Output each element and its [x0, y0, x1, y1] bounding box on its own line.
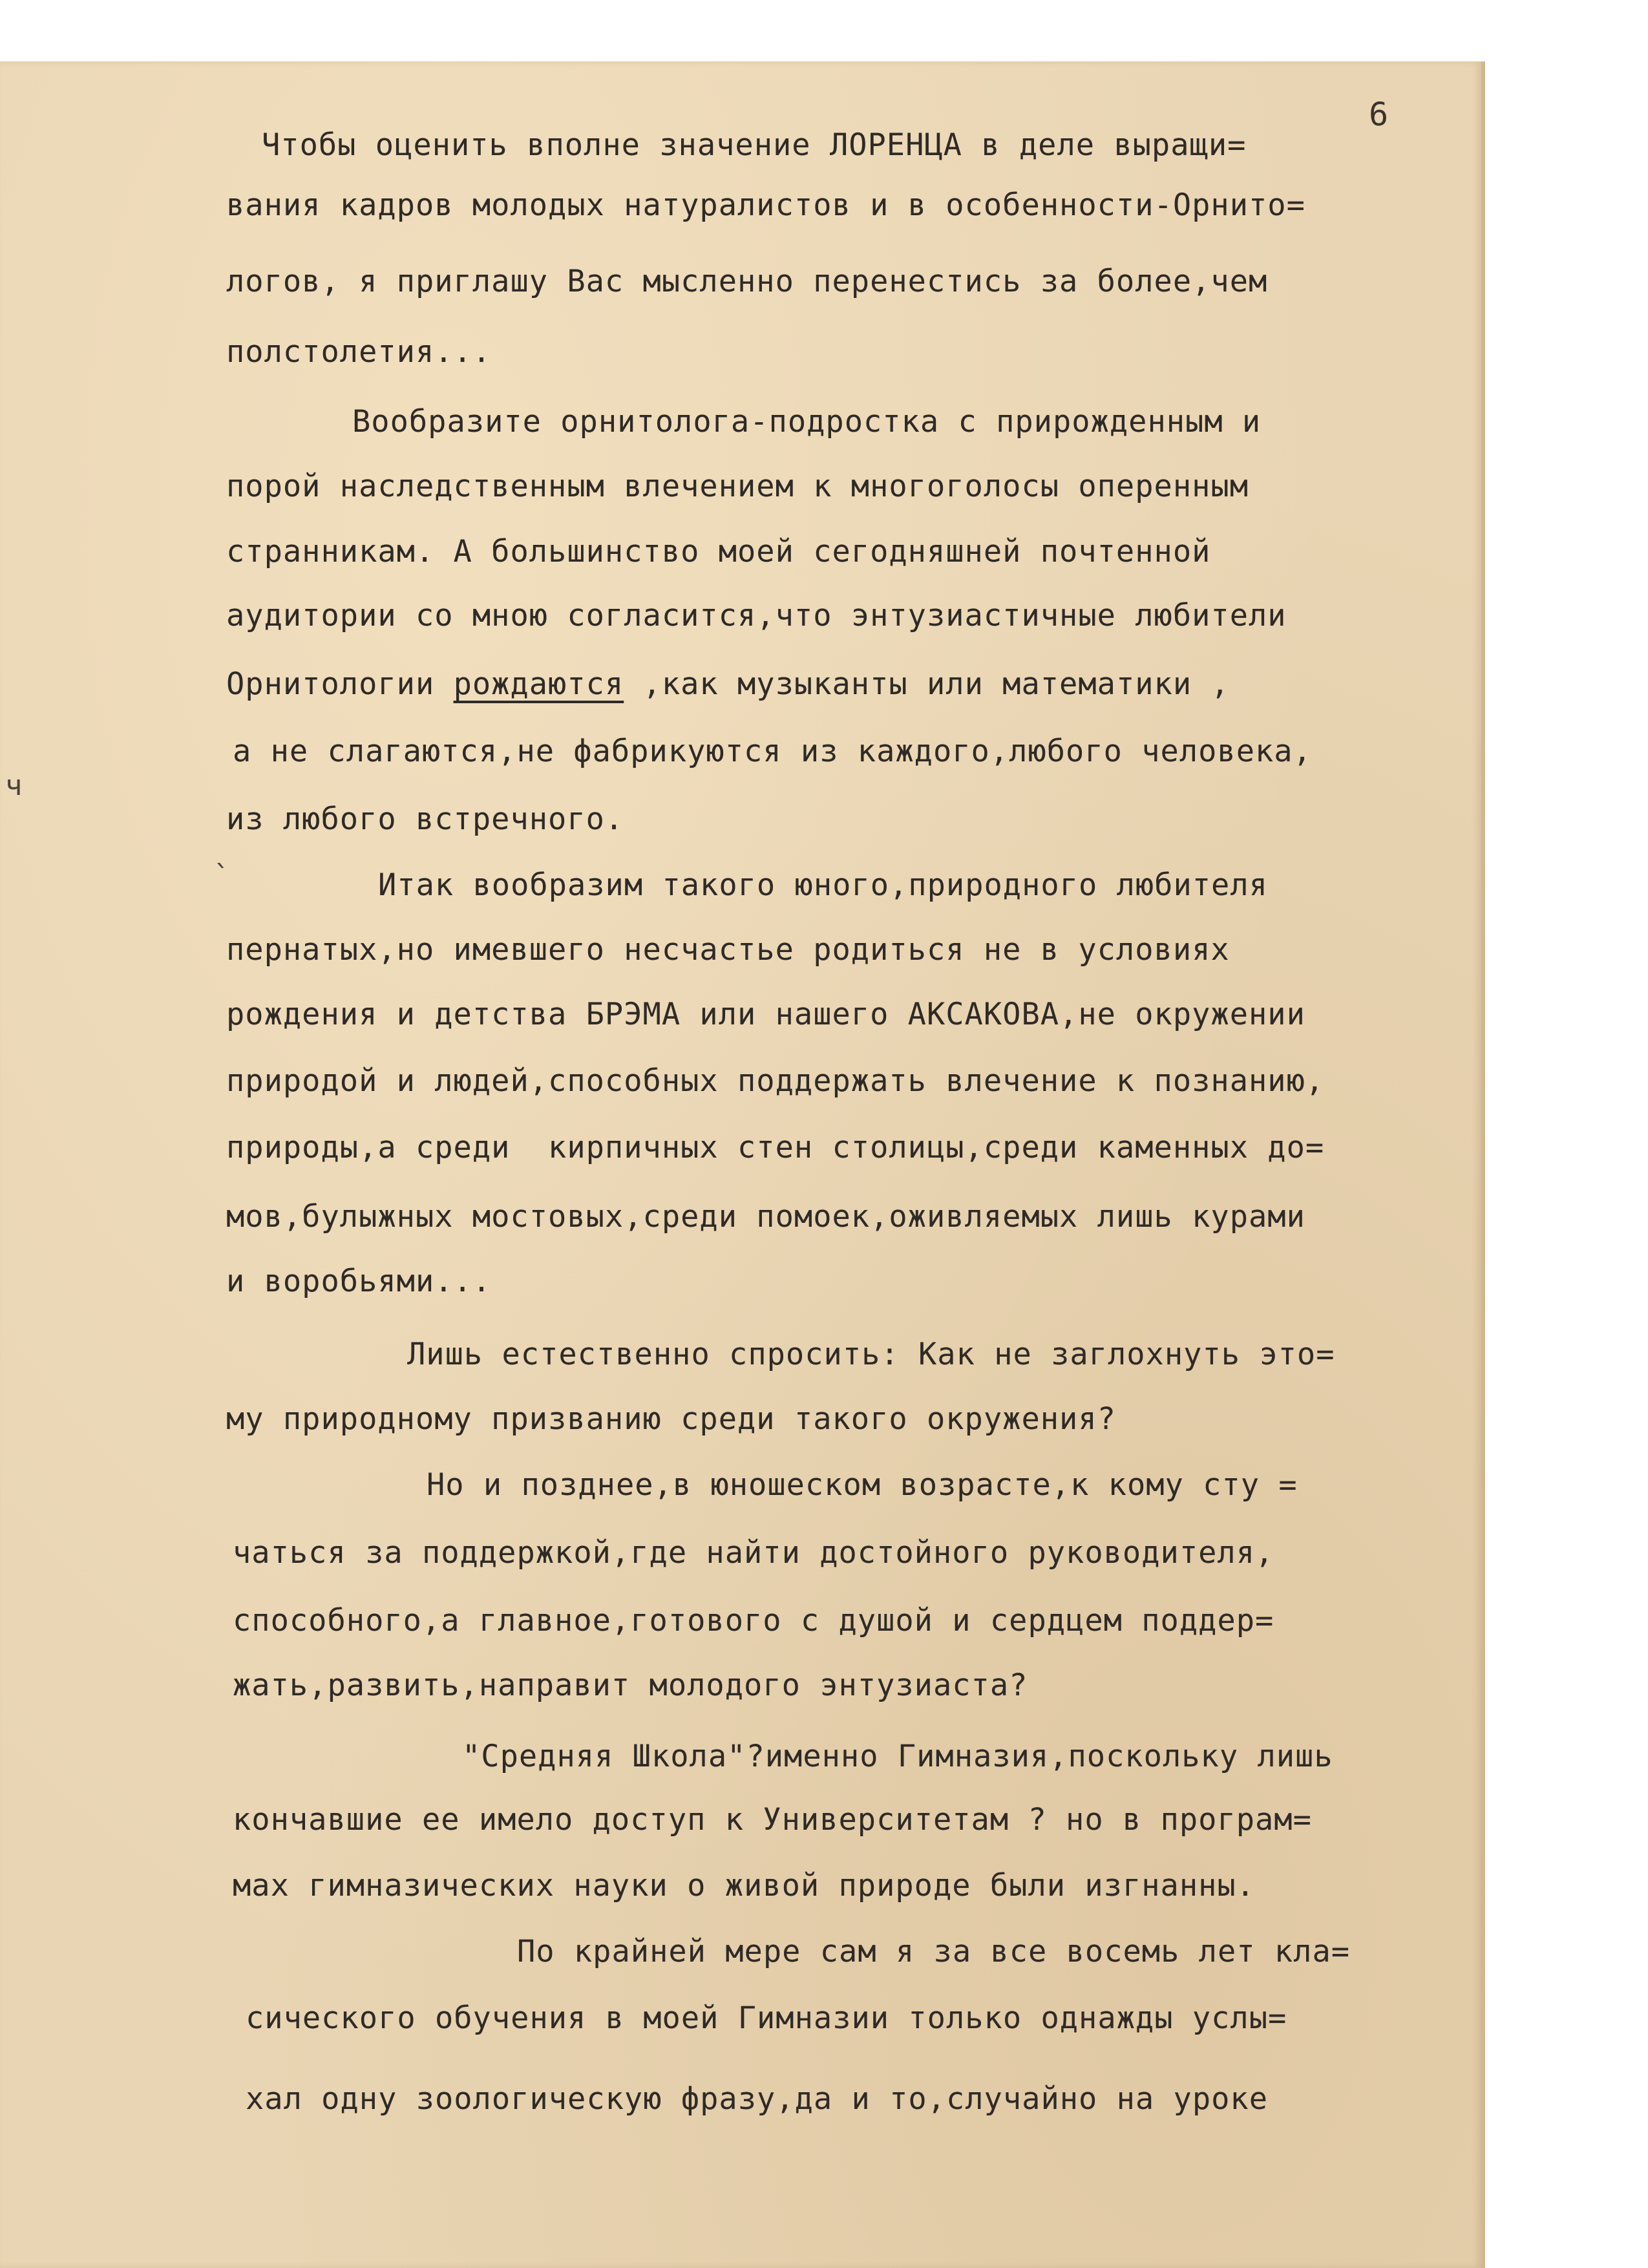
text-line: Лишь естественно спросить: Как не заглохнуть это=	[407, 1337, 1335, 1372]
text-line: жать,развить,направит молодого энтузиаста?	[233, 1668, 1028, 1703]
text-line: полстолетия...	[226, 334, 492, 370]
page-number: 6	[1369, 96, 1389, 133]
text-line: Итак вообразим такого юного,природного любителя	[378, 867, 1268, 903]
text-line: мах гимназических науки о живой природе были изгнанны.	[233, 1868, 1256, 1903]
text-line: му природному призванию среди такого окружения?	[226, 1401, 1116, 1437]
text-line: а не слагаются,не фабрикуются из каждого,любого человека,	[233, 734, 1312, 769]
text-line: По крайней мере сам я за все восемь лет кла=	[517, 1934, 1351, 1969]
text-line	[226, 666, 1230, 702]
text-line: "Средняя Школа"?именно Гимназия,поскольку лишь	[462, 1739, 1333, 1774]
text-line: Чтобы оценить вполне значение ЛОРЕНЦА в деле выращи=	[262, 127, 1247, 163]
margin-mark: `	[213, 860, 231, 893]
text-line: рождения и детства БРЭМА или нашего АКСАКОВА,не окружении	[226, 997, 1305, 1032]
text-line: Но и позднее,в юношеском возрасте,к кому сту =	[427, 1467, 1298, 1503]
text-line: кончавшие ее имело доступ к Университетам ? но в програм=	[233, 1802, 1312, 1838]
text-line: странникам. А большинство моей сегодняшней почтенной	[226, 534, 1211, 569]
text-line: чаться за поддержкой,где найти достойного руководителя,	[233, 1535, 1274, 1571]
text-line: сического обучения в моей Гимназии только однажды услы=	[246, 2000, 1287, 2036]
text-line: из любого встречного.	[226, 801, 624, 837]
text-line: пернатых,но имевшего несчастье родиться не в условиях	[226, 932, 1230, 968]
text-line: Вообразите орнитолога-подростка с прирожденным и	[352, 404, 1262, 440]
text-line: хал одну зоологическую фразу,да и то,случайно на уроке	[246, 2081, 1269, 2117]
text-line: способного,а главное,готового с душой и сердцем поддер=	[233, 1603, 1274, 1638]
text-line: мов,булыжных мостовых,среди помоек,оживляемых лишь курами	[226, 1199, 1305, 1235]
margin-mark: ч	[5, 769, 23, 802]
underlined-word: рождаются	[453, 666, 624, 702]
text-segment: Орнитологии	[226, 666, 435, 702]
text-line: порой наследственным влечением к многоголосы оперенным	[226, 469, 1249, 504]
text-line: вания кадров молодых натуралистов и в особенности-Орнито=	[226, 187, 1305, 223]
text-line: природы,а среди кирпичных стен столицы,среди каменных до=	[226, 1130, 1325, 1165]
text-line: аудитории со мною согласится,что энтузиастичные любители	[226, 598, 1287, 633]
text-line: и воробьями...	[226, 1264, 492, 1299]
text-line: логов, я приглашу Вас мысленно перенестись за более,чем	[226, 264, 1268, 299]
page-edge	[1481, 61, 1485, 2268]
text-segment: ,как музыканты или математики ,	[624, 666, 1230, 702]
text-line: природой и людей,способных поддержать влечение к познанию,	[226, 1063, 1325, 1099]
